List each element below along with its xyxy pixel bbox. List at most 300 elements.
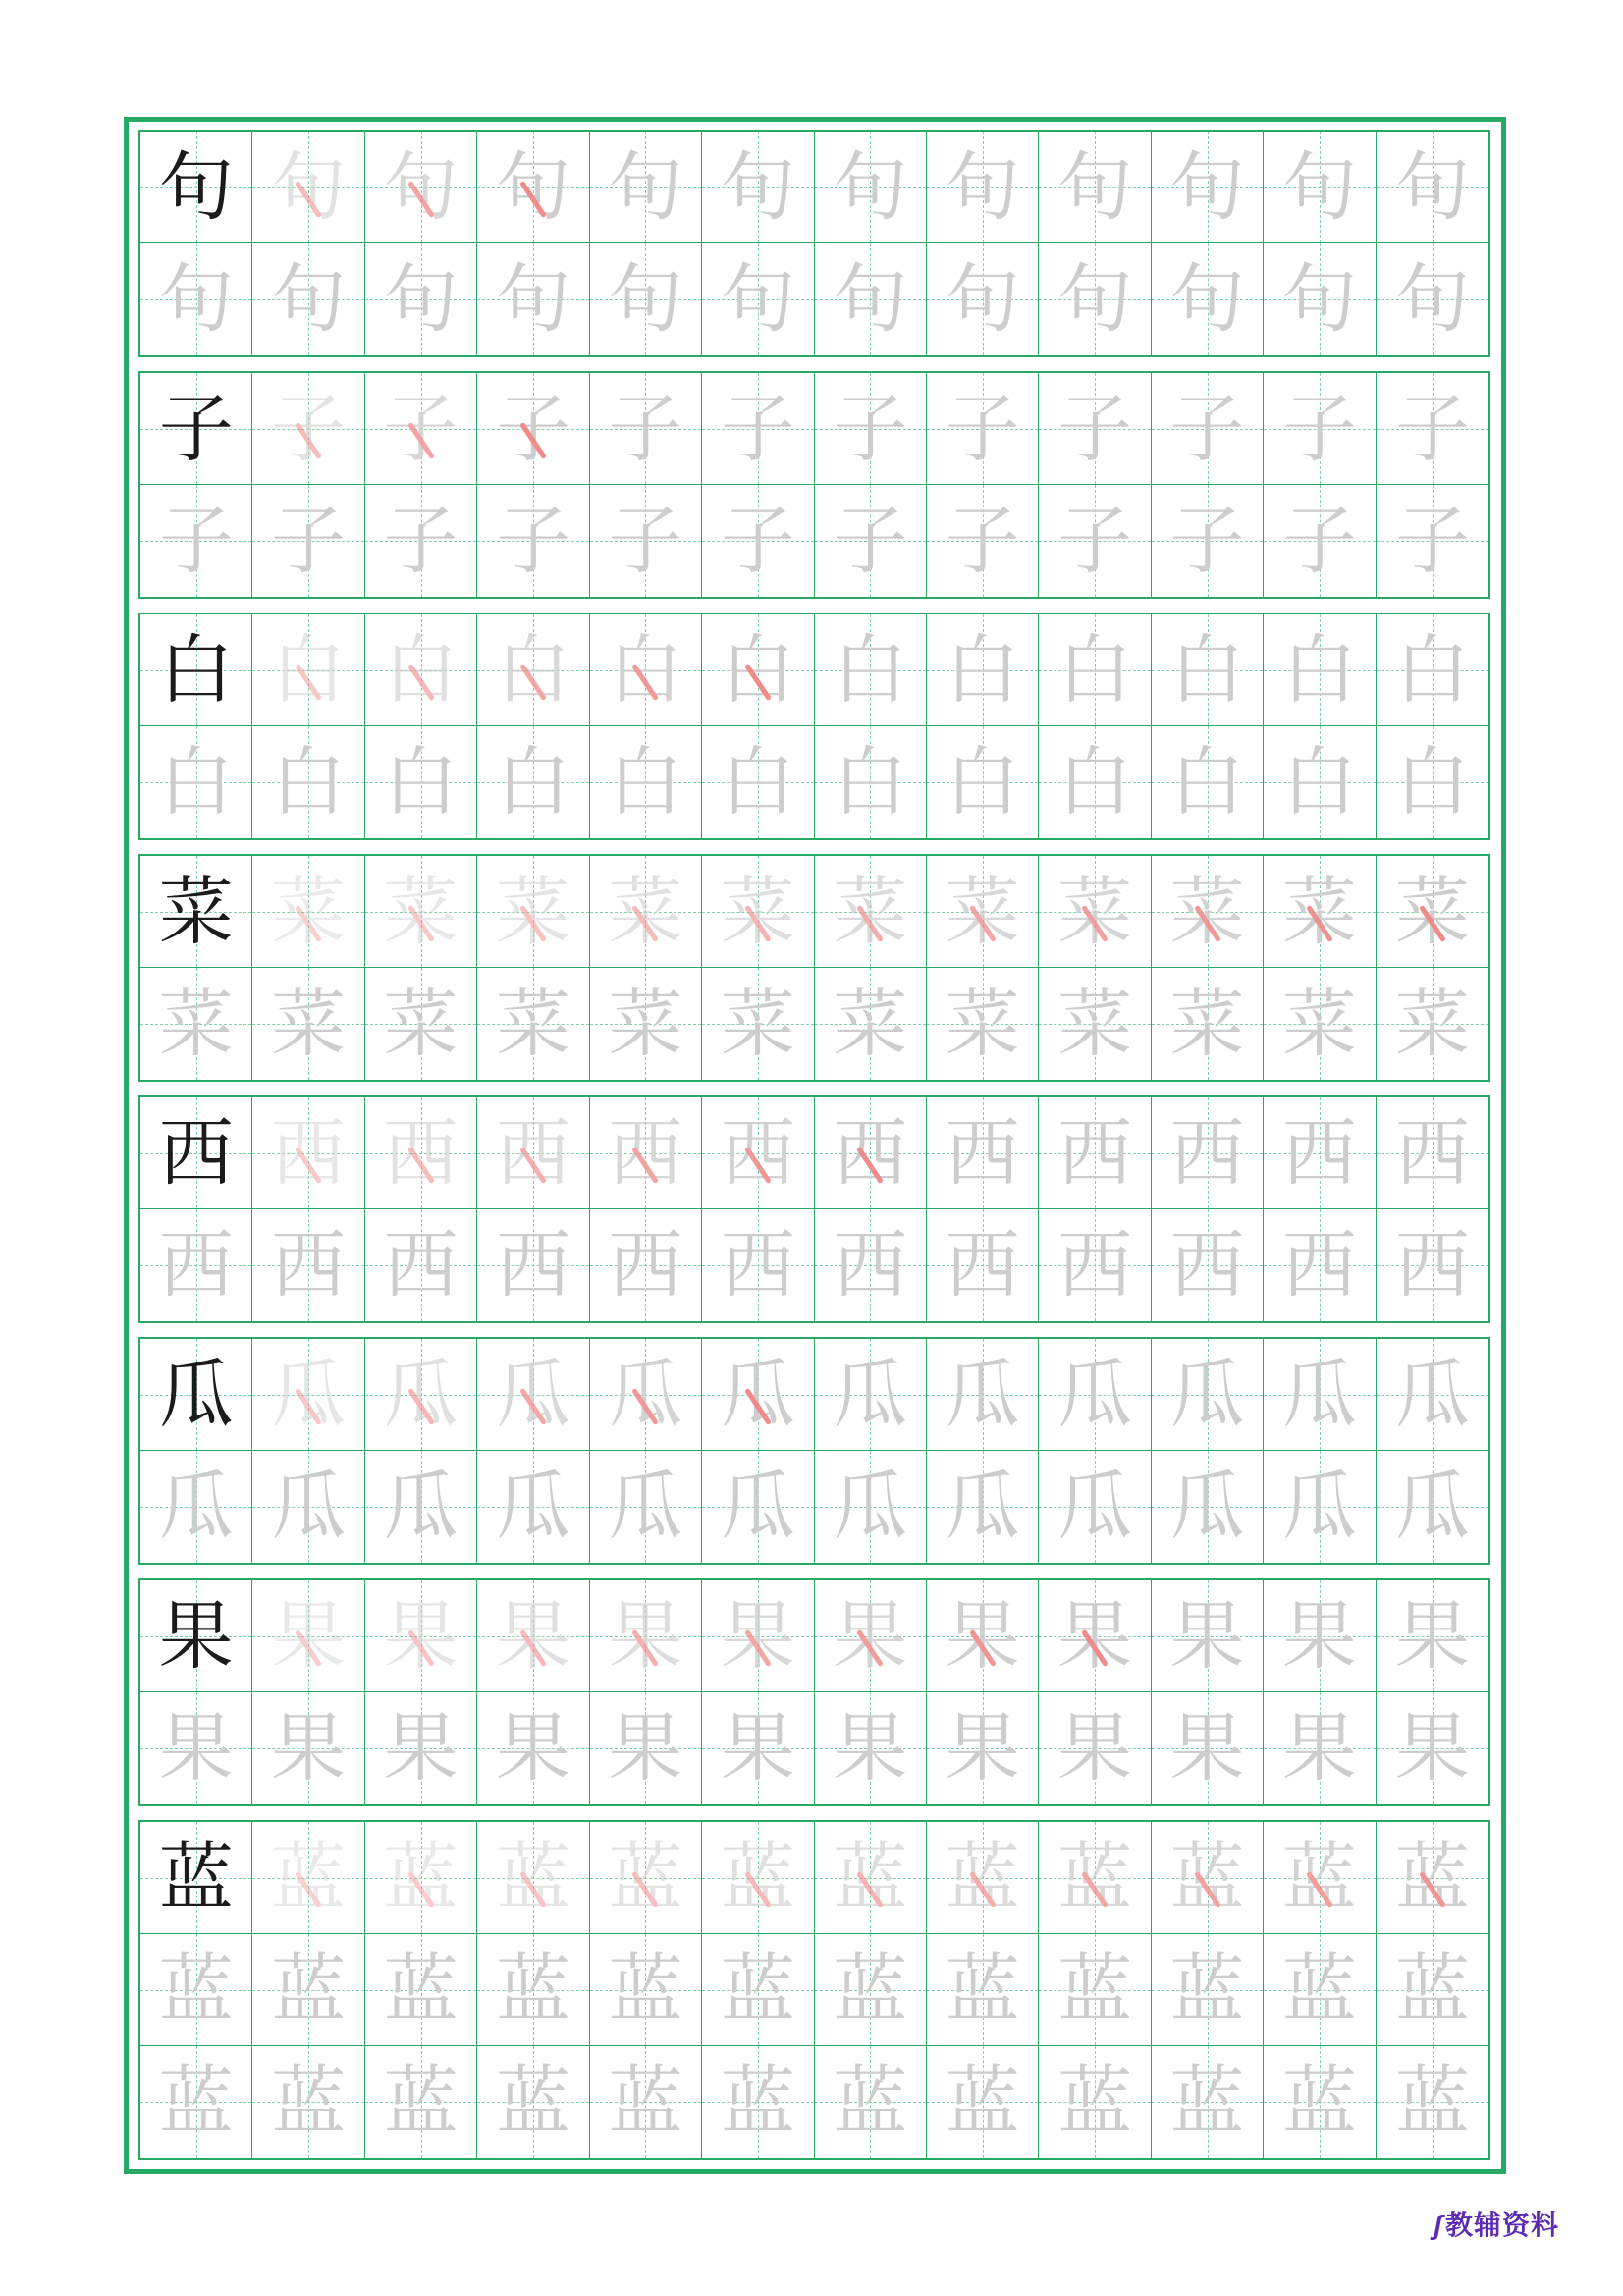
grid-cell[interactable] <box>1377 968 1488 1080</box>
grid-cell[interactable] <box>365 968 477 1080</box>
grid-cell[interactable] <box>365 1692 477 1804</box>
grid-cell[interactable] <box>477 856 589 968</box>
stroke-order-row <box>140 1822 1488 1934</box>
grid-cell[interactable] <box>1039 968 1151 1080</box>
trace-character: 瓜 <box>945 1463 1020 1550</box>
trace-character: 菜 <box>1169 980 1245 1067</box>
grid-cell[interactable] <box>815 1209 927 1321</box>
grid-cell[interactable] <box>1152 373 1264 485</box>
grid-cell[interactable] <box>927 1934 1039 2046</box>
grid-cell[interactable] <box>1152 1692 1264 1804</box>
grid-cell[interactable] <box>1039 1451 1151 1563</box>
stroke-step-character: 菜 <box>495 867 570 955</box>
trace-row <box>140 1934 1488 2046</box>
stroke-hint-mark <box>508 1128 559 1179</box>
trace-character: 白 <box>495 738 570 826</box>
grid-cell[interactable] <box>927 726 1039 838</box>
grid-cell[interactable] <box>477 1934 589 2046</box>
stroke-step-character: 西 <box>1169 1108 1245 1197</box>
grid-cell[interactable] <box>815 1934 927 2046</box>
grid-cell[interactable] <box>1377 1209 1488 1321</box>
trace-character: 瓜 <box>158 1463 234 1550</box>
grid-cell[interactable] <box>1039 614 1151 726</box>
trace-character: 蓝 <box>720 1945 795 2033</box>
grid-cell[interactable] <box>365 1822 477 1934</box>
grid-cell[interactable] <box>702 1097 814 1209</box>
grid-cell[interactable] <box>1039 1692 1151 1804</box>
grid-cell[interactable] <box>477 1209 589 1321</box>
trace-character: 子 <box>608 497 683 584</box>
trace-character: 西 <box>271 1221 347 1308</box>
grid-cell[interactable] <box>1377 1339 1488 1451</box>
grid-cell[interactable] <box>1039 132 1151 243</box>
grid-cell[interactable] <box>590 1692 702 1804</box>
trace-character: 西 <box>1169 1221 1245 1308</box>
grid-cell[interactable] <box>702 614 814 726</box>
character-group <box>138 1578 1490 1806</box>
grid-cell[interactable] <box>365 1451 477 1563</box>
grid-cell[interactable] <box>815 1822 927 1934</box>
grid-cell[interactable] <box>365 1209 477 1321</box>
trace-character: 子 <box>158 497 234 584</box>
grid-cell[interactable] <box>1152 1097 1264 1209</box>
grid-cell[interactable] <box>1377 1934 1488 2046</box>
grid-cell[interactable] <box>1152 243 1264 355</box>
stroke-hint-mark <box>283 645 334 696</box>
grid-cell[interactable] <box>927 968 1039 1080</box>
grid-cell[interactable] <box>477 243 589 355</box>
grid-cell[interactable] <box>140 1097 252 1209</box>
stroke-hint-mark <box>395 886 446 937</box>
stroke-hint-mark <box>1181 886 1232 937</box>
grid-cell[interactable] <box>252 2046 364 2158</box>
grid-cell[interactable] <box>140 968 252 1080</box>
grid-cell[interactable] <box>702 1692 814 1804</box>
trace-character: 瓜 <box>720 1463 795 1550</box>
grid-cell[interactable] <box>1377 1692 1488 1804</box>
trace-character: 西 <box>158 1221 234 1308</box>
stroke-hint-mark <box>395 1369 446 1420</box>
grid-cell[interactable] <box>140 1934 252 2046</box>
grid-cell[interactable] <box>252 132 364 243</box>
grid-cell[interactable] <box>365 373 477 485</box>
grid-cell[interactable] <box>1264 1692 1376 1804</box>
grid-cell[interactable] <box>365 1580 477 1692</box>
grid-cell[interactable] <box>815 968 927 1080</box>
trace-character: 子 <box>1394 497 1470 584</box>
trace-character: 果 <box>945 1704 1020 1791</box>
grid-cell[interactable] <box>1039 1934 1151 2046</box>
brand-mark: ʃ <box>1434 2210 1443 2240</box>
stroke-step-character: 果 <box>383 1591 459 1680</box>
stroke-step-character: 白 <box>1281 625 1357 714</box>
trace-character: 果 <box>720 1704 795 1791</box>
grid-cell[interactable] <box>927 132 1039 243</box>
grid-cell[interactable] <box>927 856 1039 968</box>
grid-cell[interactable] <box>590 1339 702 1451</box>
grid-cell[interactable] <box>1377 1451 1488 1563</box>
trace-character: 西 <box>1394 1221 1470 1308</box>
stroke-step-character: 菜 <box>271 867 347 955</box>
stroke-hint-mark <box>732 1369 784 1420</box>
grid-cell[interactable] <box>702 243 814 355</box>
grid-cell[interactable] <box>1264 856 1376 968</box>
grid-cell[interactable] <box>140 1580 252 1692</box>
trace-character: 蓝 <box>720 2057 795 2145</box>
grid-cell[interactable] <box>1152 1451 1264 1563</box>
grid-cell[interactable] <box>140 243 252 355</box>
grid-cell[interactable] <box>927 1822 1039 1934</box>
trace-character: 西 <box>1281 1221 1357 1308</box>
grid-cell[interactable] <box>140 485 252 597</box>
stroke-hint-mark <box>732 645 784 696</box>
grid-cell[interactable] <box>927 1692 1039 1804</box>
grid-cell[interactable] <box>477 1580 589 1692</box>
grid-cell[interactable] <box>702 1339 814 1451</box>
stroke-step-character: 西 <box>945 1108 1020 1197</box>
grid-cell[interactable] <box>1039 243 1151 355</box>
stroke-step-character: 句 <box>1394 142 1470 231</box>
grid-cell[interactable] <box>590 1097 702 1209</box>
grid-cell[interactable] <box>140 726 252 838</box>
grid-cell[interactable] <box>590 1209 702 1321</box>
grid-cell[interactable] <box>252 1097 364 1209</box>
grid-cell[interactable] <box>477 1339 589 1451</box>
stroke-hint-mark <box>732 1128 784 1179</box>
trace-character: 蓝 <box>495 2057 570 2145</box>
grid-cell[interactable] <box>590 1451 702 1563</box>
grid-cell[interactable] <box>140 1209 252 1321</box>
grid-cell[interactable] <box>1039 373 1151 485</box>
grid-cell[interactable] <box>1264 1339 1376 1451</box>
grid-cell[interactable] <box>1152 1580 1264 1692</box>
grid-cell[interactable] <box>702 1580 814 1692</box>
grid-cell[interactable] <box>140 1822 252 1934</box>
grid-cell[interactable] <box>1152 1934 1264 2046</box>
grid-cell[interactable] <box>1264 1580 1376 1692</box>
grid-cell[interactable] <box>702 1934 814 2046</box>
grid-cell[interactable] <box>140 856 252 968</box>
trace-character: 蓝 <box>833 1945 908 2033</box>
grid-cell[interactable] <box>252 856 364 968</box>
grid-cell[interactable] <box>252 243 364 355</box>
grid-cell[interactable] <box>815 856 927 968</box>
grid-cell[interactable] <box>252 1209 364 1321</box>
stroke-step-character: 果 <box>608 1591 683 1680</box>
trace-character: 果 <box>1057 1704 1133 1791</box>
stroke-hint-mark <box>283 1852 334 1903</box>
grid-cell[interactable] <box>365 1339 477 1451</box>
trace-character: 子 <box>1169 497 1245 584</box>
grid-cell[interactable] <box>815 1692 927 1804</box>
grid-cell[interactable] <box>1264 1097 1376 1209</box>
grid-cell[interactable] <box>702 856 814 968</box>
grid-cell[interactable] <box>1039 1580 1151 1692</box>
grid-cell[interactable] <box>140 373 252 485</box>
stroke-step-character: 菜 <box>608 867 683 955</box>
grid-cell[interactable] <box>1264 243 1376 355</box>
grid-cell[interactable] <box>477 2046 589 2158</box>
grid-cell[interactable] <box>1039 2046 1151 2158</box>
grid-cell[interactable] <box>252 968 364 1080</box>
trace-character: 句 <box>1169 255 1245 343</box>
grid-cell[interactable] <box>1264 614 1376 726</box>
grid-cell[interactable] <box>927 1209 1039 1321</box>
character-group <box>138 1337 1490 1565</box>
grid-cell[interactable] <box>815 614 927 726</box>
stroke-step-character: 子 <box>720 384 795 472</box>
trace-character: 菜 <box>495 980 570 1067</box>
stroke-step-character: 蓝 <box>1169 1833 1245 1921</box>
trace-character: 蓝 <box>495 1945 570 2033</box>
stroke-hint-mark <box>620 886 671 937</box>
grid-cell[interactable] <box>590 856 702 968</box>
grid-cell[interactable] <box>252 485 364 597</box>
grid-cell[interactable] <box>365 614 477 726</box>
grid-cell[interactable] <box>927 1339 1039 1451</box>
grid-cell[interactable] <box>590 485 702 597</box>
grid-cell[interactable] <box>252 1692 364 1804</box>
grid-cell[interactable] <box>252 1451 364 1563</box>
stroke-step-character: 蓝 <box>1281 1833 1357 1921</box>
stroke-hint-mark <box>395 645 446 696</box>
trace-character: 白 <box>383 738 459 826</box>
grid-cell[interactable] <box>252 726 364 838</box>
grid-cell[interactable] <box>927 1097 1039 1209</box>
grid-cell[interactable] <box>365 132 477 243</box>
grid-cell[interactable] <box>815 243 927 355</box>
grid-cell[interactable] <box>1377 856 1488 968</box>
grid-cell[interactable] <box>1152 1822 1264 1934</box>
grid-cell[interactable] <box>1039 1209 1151 1321</box>
grid-cell[interactable] <box>1039 856 1151 968</box>
grid-cell[interactable] <box>252 1822 364 1934</box>
trace-character: 西 <box>1057 1221 1133 1308</box>
grid-cell[interactable] <box>815 1451 927 1563</box>
grid-cell[interactable] <box>815 485 927 597</box>
trace-character: 瓜 <box>383 1463 459 1550</box>
grid-cell[interactable] <box>590 132 702 243</box>
grid-cell[interactable] <box>815 1580 927 1692</box>
grid-cell[interactable] <box>702 726 814 838</box>
grid-cell[interactable] <box>140 2046 252 2158</box>
grid-cell[interactable] <box>140 1339 252 1451</box>
grid-cell[interactable] <box>1152 968 1264 1080</box>
trace-character: 句 <box>1281 255 1357 343</box>
grid-cell[interactable] <box>477 1451 589 1563</box>
trace-character: 菜 <box>608 980 683 1067</box>
trace-character: 句 <box>1394 255 1470 343</box>
grid-cell[interactable] <box>702 132 814 243</box>
grid-cell[interactable] <box>590 968 702 1080</box>
grid-cell[interactable] <box>590 1580 702 1692</box>
grid-cell[interactable] <box>815 1097 927 1209</box>
grid-cell[interactable] <box>815 373 927 485</box>
grid-cell[interactable] <box>1377 2046 1488 2158</box>
grid-cell[interactable] <box>590 1934 702 2046</box>
grid-cell[interactable] <box>252 1339 364 1451</box>
grid-cell[interactable] <box>477 1692 589 1804</box>
grid-cell[interactable] <box>927 1580 1039 1692</box>
grid-cell[interactable] <box>1039 1822 1151 1934</box>
trace-character: 白 <box>1281 738 1357 826</box>
grid-cell[interactable] <box>1264 485 1376 597</box>
stroke-order-row <box>140 614 1488 726</box>
stroke-hint-mark <box>1069 886 1120 937</box>
grid-cell[interactable] <box>1377 1580 1488 1692</box>
trace-character: 菜 <box>1281 980 1357 1067</box>
grid-cell[interactable] <box>140 1692 252 1804</box>
grid-cell[interactable] <box>702 485 814 597</box>
brand-label: 教辅资料 <box>1444 2210 1559 2240</box>
grid-cell[interactable] <box>1152 1339 1264 1451</box>
grid-cell[interactable] <box>927 373 1039 485</box>
grid-cell[interactable] <box>1264 1934 1376 2046</box>
grid-cell[interactable] <box>1152 485 1264 597</box>
grid-cell[interactable] <box>1377 1822 1488 1934</box>
stroke-order-row <box>140 132 1488 243</box>
grid-cell[interactable] <box>927 2046 1039 2158</box>
model-character: 瓜 <box>158 1350 234 1438</box>
grid-cell[interactable] <box>590 1822 702 1934</box>
grid-cell[interactable] <box>1152 856 1264 968</box>
grid-cell[interactable] <box>702 1822 814 1934</box>
grid-cell[interactable] <box>1264 968 1376 1080</box>
trace-character: 子 <box>945 497 1020 584</box>
grid-cell[interactable] <box>815 132 927 243</box>
grid-cell[interactable] <box>1264 132 1376 243</box>
grid-cell[interactable] <box>1152 132 1264 243</box>
grid-cell[interactable] <box>927 243 1039 355</box>
trace-character: 白 <box>945 738 1020 826</box>
grid-cell[interactable] <box>1039 726 1151 838</box>
practice-sheet <box>124 117 1506 2174</box>
stroke-step-character: 子 <box>608 384 683 472</box>
grid-cell[interactable] <box>252 1934 364 2046</box>
grid-cell[interactable] <box>1264 373 1376 485</box>
grid-cell[interactable] <box>365 243 477 355</box>
grid-cell[interactable] <box>590 2046 702 2158</box>
grid-cell[interactable] <box>590 243 702 355</box>
grid-cell[interactable] <box>1377 726 1488 838</box>
grid-cell[interactable] <box>1039 1339 1151 1451</box>
trace-character: 瓜 <box>1169 1463 1245 1550</box>
grid-cell[interactable] <box>477 1822 589 1934</box>
stroke-step-character: 子 <box>1394 384 1470 472</box>
grid-cell[interactable] <box>1264 1451 1376 1563</box>
character-group <box>138 130 1490 357</box>
grid-cell[interactable] <box>702 968 814 1080</box>
grid-cell[interactable] <box>1377 614 1488 726</box>
stroke-step-character: 句 <box>608 142 683 231</box>
grid-cell[interactable] <box>590 373 702 485</box>
trace-character: 蓝 <box>271 1945 347 2033</box>
trace-character: 白 <box>1057 738 1133 826</box>
grid-cell[interactable] <box>1377 485 1488 597</box>
grid-cell[interactable] <box>590 726 702 838</box>
grid-cell[interactable] <box>477 485 589 597</box>
grid-cell[interactable] <box>1377 1097 1488 1209</box>
trace-character: 子 <box>720 497 795 584</box>
character-group <box>138 371 1490 599</box>
grid-cell[interactable] <box>477 726 589 838</box>
grid-cell[interactable] <box>365 2046 477 2158</box>
grid-cell[interactable] <box>477 968 589 1080</box>
stroke-step-character: 果 <box>720 1591 795 1680</box>
grid-cell[interactable] <box>477 373 589 485</box>
grid-cell[interactable] <box>1152 726 1264 838</box>
grid-cell[interactable] <box>477 132 589 243</box>
grid-cell[interactable] <box>477 614 589 726</box>
grid-cell[interactable] <box>252 614 364 726</box>
grid-cell[interactable] <box>365 726 477 838</box>
grid-cell[interactable] <box>365 1934 477 2046</box>
grid-cell[interactable] <box>1377 373 1488 485</box>
grid-cell[interactable] <box>815 2046 927 2158</box>
grid-cell[interactable] <box>140 132 252 243</box>
stroke-hint-mark <box>957 1611 1008 1662</box>
grid-cell[interactable] <box>252 1580 364 1692</box>
stroke-step-character: 白 <box>608 625 683 714</box>
grid-cell[interactable] <box>477 1097 589 1209</box>
grid-cell[interactable] <box>927 614 1039 726</box>
grid-cell[interactable] <box>1264 726 1376 838</box>
grid-cell[interactable] <box>702 1451 814 1563</box>
stroke-hint-mark <box>395 403 446 454</box>
trace-row <box>140 2046 1488 2158</box>
grid-cell[interactable] <box>365 485 477 597</box>
stroke-step-character: 句 <box>495 142 570 231</box>
grid-cell[interactable] <box>140 1451 252 1563</box>
grid-cell[interactable] <box>1264 1822 1376 1934</box>
grid-cell[interactable] <box>1377 132 1488 243</box>
grid-cell[interactable] <box>252 373 364 485</box>
grid-cell[interactable] <box>1039 485 1151 597</box>
grid-cell[interactable] <box>702 1209 814 1321</box>
grid-cell[interactable] <box>590 614 702 726</box>
trace-character: 句 <box>383 255 459 343</box>
grid-cell[interactable] <box>1152 614 1264 726</box>
stroke-hint-mark <box>620 1611 671 1662</box>
grid-cell[interactable] <box>365 856 477 968</box>
grid-cell[interactable] <box>815 1339 927 1451</box>
stroke-step-character: 果 <box>1394 1591 1470 1680</box>
grid-cell[interactable] <box>702 373 814 485</box>
trace-character: 蓝 <box>1281 2057 1357 2145</box>
trace-character: 句 <box>158 255 234 343</box>
stroke-step-character: 西 <box>1057 1108 1133 1197</box>
grid-cell[interactable] <box>702 2046 814 2158</box>
grid-cell[interactable] <box>365 1097 477 1209</box>
trace-character: 西 <box>945 1221 1020 1308</box>
trace-character: 果 <box>383 1704 459 1791</box>
grid-cell[interactable] <box>1152 1209 1264 1321</box>
grid-cell[interactable] <box>1377 243 1488 355</box>
grid-cell[interactable] <box>815 726 927 838</box>
grid-cell[interactable] <box>1039 1097 1151 1209</box>
grid-cell[interactable] <box>1152 2046 1264 2158</box>
grid-cell[interactable] <box>927 1451 1039 1563</box>
grid-cell[interactable] <box>1264 2046 1376 2158</box>
grid-cell[interactable] <box>927 485 1039 597</box>
grid-cell[interactable] <box>140 614 252 726</box>
trace-character: 瓜 <box>1394 1463 1470 1550</box>
stroke-step-character: 果 <box>271 1591 347 1680</box>
model-character: 菜 <box>158 867 234 955</box>
grid-cell[interactable] <box>1264 1209 1376 1321</box>
trace-character: 白 <box>1394 738 1470 826</box>
stroke-step-character: 句 <box>383 142 459 231</box>
